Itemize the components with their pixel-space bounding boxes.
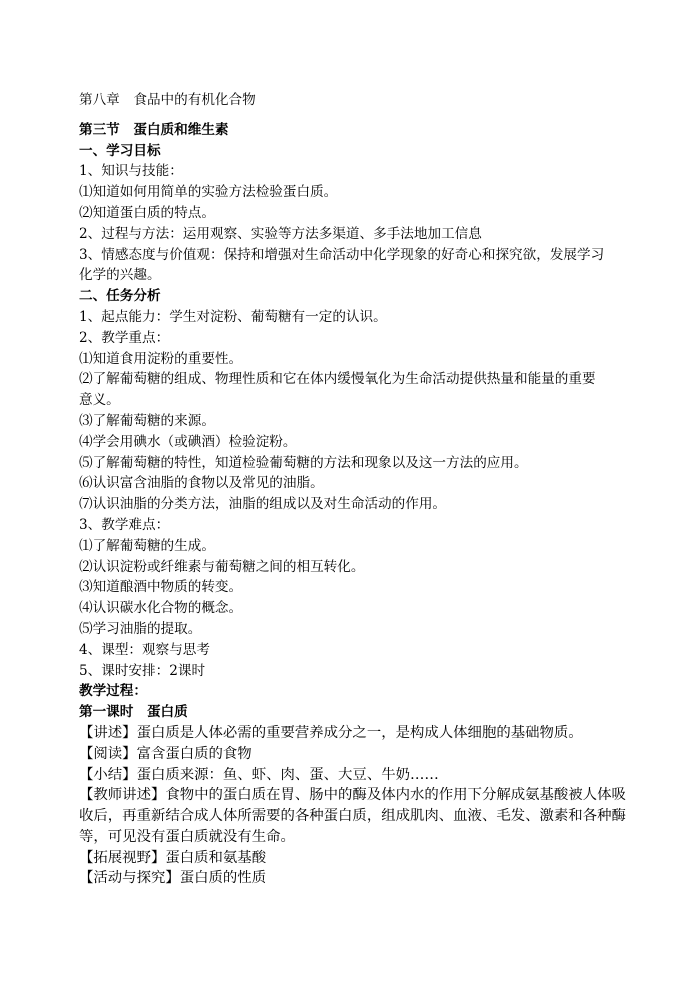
- goals-line-4: 2、过程与方法：运用观察、实验等方法多渠道、多手法地加工信息: [79, 225, 482, 242]
- analysis-line-4a: ⑵了解葡萄糖的组成、物理性质和它在体内缓慢氧化为生命活动提供热量和能量的重要: [79, 371, 596, 388]
- analysis-line-11: ⑴了解葡萄糖的生成。: [79, 537, 215, 554]
- process-line-3: 【小结】蛋白质来源：鱼、虾、肉、蛋、大豆、牛奶……: [79, 766, 439, 783]
- process-line-1: 【讲述】蛋白质是人体必需的重要营养成分之一，是构成人体细胞的基础物质。: [79, 724, 583, 741]
- analysis-line-1: 1、起点能力：学生对淀粉、葡萄糖有一定的认识。: [79, 308, 387, 325]
- analysis-line-4b: 意义。: [79, 392, 120, 409]
- process-heading: 教学过程：: [79, 683, 147, 700]
- process-line-4a: 【教师讲述】食物中的蛋白质在胃、肠中的酶及体内水的作用下分解成氨基酸被人体吸: [79, 787, 626, 804]
- analysis-line-10: 3、教学难点：: [79, 516, 170, 533]
- goals-line-5a: 3、情感态度与价值观：保持和增强对生命活动中化学现象的好奇心和探究欲，发展学习: [79, 246, 605, 263]
- analysis-line-17: 5、课时安排：2课时: [79, 662, 206, 679]
- analysis-line-9: ⑺认识油脂的分类方法，油脂的组成以及对生命活动的作用。: [79, 496, 447, 513]
- analysis-line-7: ⑸了解葡萄糖的特性，知道检验葡萄糖的方法和现象以及这一方法的应用。: [79, 454, 528, 471]
- process-line-5: 【拓展视野】蛋白质和氨基酸: [79, 849, 267, 866]
- analysis-line-5: ⑶了解葡萄糖的来源。: [79, 412, 215, 429]
- goals-line-3: ⑵知道蛋白质的特点。: [79, 204, 215, 221]
- analysis-line-3: ⑴知道食用淀粉的重要性。: [79, 350, 243, 367]
- goals-line-1: 1、知识与技能：: [79, 163, 183, 180]
- process-line-2: 【阅读】富含蛋白质的食物: [79, 745, 252, 762]
- goals-line-5b: 化学的兴趣。: [79, 267, 161, 284]
- process-line-6: 【活动与探究】蛋白质的性质: [79, 870, 267, 887]
- process-line-4c: 等，可见没有蛋白质就没有生命。: [79, 828, 295, 845]
- analysis-line-14: ⑷认识碳水化合物的概念。: [79, 600, 243, 617]
- chapter-title: 第八章 食品中的有机化合物: [79, 92, 256, 108]
- process-line-4b: 收后，再重新结合成人体所需要的各种蛋白质，组成肌肉、血液、毛发、激素和各种酶: [79, 808, 626, 825]
- section-title: 第三节 蛋白质和维生素: [79, 121, 229, 138]
- document-page: [79, 90, 639, 889]
- analysis-line-13: ⑶知道酿酒中物质的转变。: [79, 579, 243, 596]
- analysis-line-15: ⑸学习油脂的提取。: [79, 620, 202, 637]
- analysis-line-6: ⑷学会用碘水（或碘酒）检验淀粉。: [79, 433, 297, 450]
- lesson-1-title: 第一课时 蛋白质: [79, 704, 188, 721]
- analysis-heading: 二、任务分析: [79, 288, 161, 305]
- analysis-line-12: ⑵认识淀粉或纤维素与葡萄糖之间的相互转化。: [79, 558, 365, 575]
- analysis-line-2: 2、教学重点：: [79, 329, 170, 346]
- analysis-line-16: 4、课型：观察与思考: [79, 641, 210, 658]
- goals-line-2: ⑴知道如何用简单的实验方法检验蛋白质。: [79, 184, 338, 201]
- analysis-line-8: ⑹认识富含油脂的食物以及常见的油脂。: [79, 475, 324, 492]
- goals-heading: 一、学习目标: [79, 142, 161, 159]
